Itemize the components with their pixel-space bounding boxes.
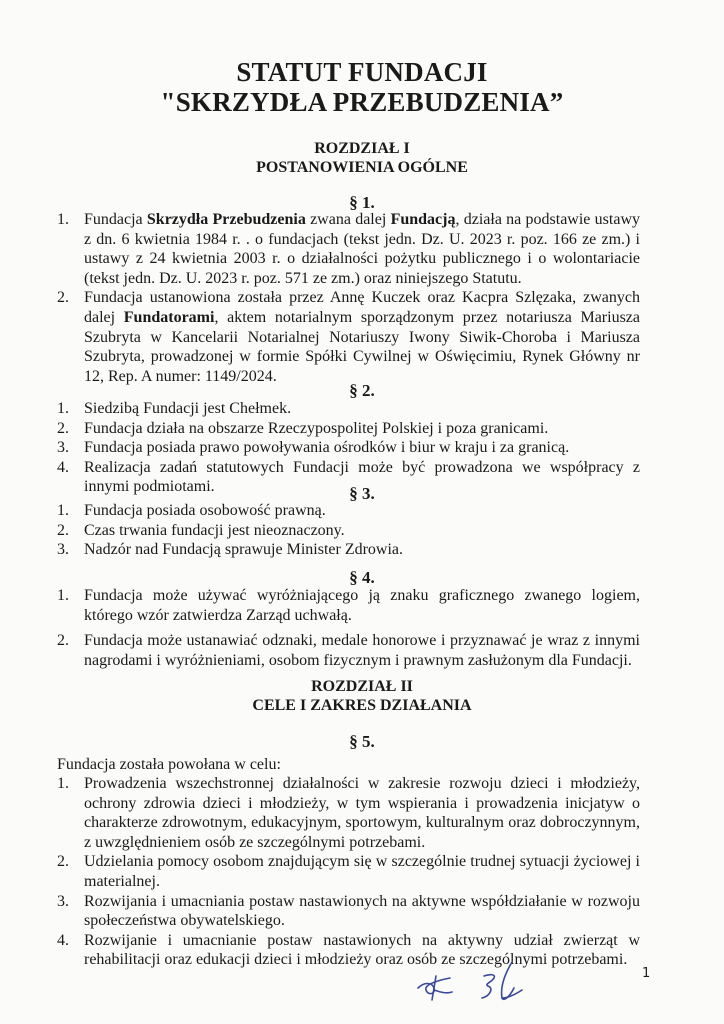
list-item xyxy=(57,852,640,891)
list-item xyxy=(57,210,640,288)
item-number: 1. xyxy=(57,400,69,417)
section-4-list xyxy=(57,574,640,670)
chapter-1-subheading: POSTANOWIENIA OGÓLNE xyxy=(256,159,468,176)
list-item xyxy=(57,931,640,970)
list-item xyxy=(57,438,640,458)
section-1-label: § 1. xyxy=(349,193,375,212)
item-number: 1. xyxy=(57,502,69,519)
section-3-list xyxy=(57,501,640,560)
item-number: 2. xyxy=(57,419,69,437)
item-text: Fundacja ustanowiona została przez Annę Kuczek oraz Kacpra Szlęzaka, zwanych dalej Fundatorami, aktem notarialnym sporządzonym przez notariusza Mariusza Szubryta w Kancelarii Notarialnej Notariuszy Iwony Siwik-Choroba i Mariusza Szubryta, prowadzonej w formie Spółki Cywilnej w Oświęcimiu, Rynek Główny nr 12, Rep. A numer: 1149/2024. xyxy=(84,289,641,385)
item-text: Fundacja może używać wyróżniającego ją znaku graficznego zwanego logiem, którego wzór zatwierdza Zarząd uchwałą. xyxy=(84,587,640,624)
list-item xyxy=(57,892,640,931)
list-item xyxy=(57,540,640,560)
item-text: Siedzibą Fundacji jest Chełmek. xyxy=(84,400,292,417)
item-number: 3. xyxy=(57,541,69,559)
list-item xyxy=(57,774,640,852)
list-item xyxy=(57,631,640,670)
list-item xyxy=(57,501,640,521)
section-2-label: § 2. xyxy=(349,381,375,400)
list-item xyxy=(57,521,640,541)
document-title: STATUT FUNDACJI xyxy=(236,57,488,87)
item-text: Czas trwania fundacji jest nieoznaczony. xyxy=(84,521,345,539)
document-subtitle: "SKRZYDŁA PRZEBUDZENIA” xyxy=(160,87,564,117)
chapter-2-heading: ROZDZIAŁ II xyxy=(311,678,413,695)
section-1-list xyxy=(57,210,640,386)
list-item xyxy=(57,399,640,419)
item-number: 4. xyxy=(57,931,69,949)
section-5-label: § 5. xyxy=(349,732,375,751)
item-text: Realizacja zadań statutowych Fundacji może być prowadzona we współpracy z innymi podmiotami. xyxy=(84,458,640,496)
list-item xyxy=(57,288,640,386)
item-text: Fundacja posiada osobowość prawną. xyxy=(84,502,326,519)
chapter-1-heading: ROZDZIAŁ I xyxy=(314,140,410,157)
list-item xyxy=(57,586,640,625)
item-number: 1. xyxy=(57,775,69,792)
item-text: Rozwijanie i umacnianie postaw nastawionych na aktywny udział zwierząt w rehabilitacji oraz edukacji dzieci i młodzieży oraz osób ze szczególnymi potrzebami. xyxy=(84,931,640,969)
item-text: Rozwijania i umacniania postaw nastawionych na aktywne współdziałanie w rozwoju społeczeństwa obywatelskiego. xyxy=(84,892,640,930)
item-number: 2. xyxy=(57,853,69,871)
handwritten-signatures-icon xyxy=(410,958,540,1008)
item-number: 1. xyxy=(57,587,69,604)
item-text: Fundacja może ustanawiać odznaki, medale honorowe i przyznawać je wraz z innymi nagrodami i wyróżnieniami, osobom fizycznym i prawnym zasłużonym dla Fundacji. xyxy=(84,632,640,669)
item-text: Fundacja Skrzydła Przebudzenia zwana dalej Fundacją, działa na podstawie ustawy z dn. 6 kwietnia 1984 r. . o fundacjach (tekst jedn. Dz. U. 2023 r. poz. 166 ze zm.) i ustawy z 24 kwietnia 2003 r. o działalności pożytku publicznego i o wolontariacie (tekst jedn. Dz. U. 2023 r. poz. 571 ze zm.) oraz niniejszego Statutu. xyxy=(84,211,640,287)
item-text: Fundacja działa na obszarze Rzeczypospolitej Polskiej i poza granicami. xyxy=(84,419,549,437)
page-number: 1 xyxy=(642,966,651,981)
item-number: 3. xyxy=(57,439,69,457)
section-5-list xyxy=(57,774,640,970)
item-number: 4. xyxy=(57,458,69,476)
list-item xyxy=(57,419,640,439)
item-number: 2. xyxy=(57,521,69,539)
section-3-label: § 3. xyxy=(349,484,375,503)
item-text: Nadzór nad Fundacją sprawuje Minister Zdrowia. xyxy=(84,541,404,559)
section-4-label: § 4. xyxy=(349,568,375,587)
item-text: Prowadzenia wszechstronnej działalności w zakresie rozwoju dzieci i młodzieży, ochrony zdrowia dzieci i młodzieży, w tym wspierania i prowadzenia inicjatyw o charakterze zdrowotnym, edukacyjnym, sportowym, kulturalnym oraz dobroczynnym, z uwzględnieniem osób ze szczególnymi potrzebami. xyxy=(84,775,640,851)
chapter-2-subheading: CELE I ZAKRES DZIAŁANIA xyxy=(252,697,472,714)
item-number: 1. xyxy=(57,211,69,228)
item-text: Udzielania pomocy osobom znajdującym się w szczególnie trudnej sytuacji życiowej i materialnej. xyxy=(84,853,640,890)
item-text: Fundacja posiada prawo powoływania ośrodków i biur w kraju i za granicą. xyxy=(84,439,570,457)
item-number: 2. xyxy=(57,289,69,307)
section-2-list xyxy=(57,399,640,497)
item-number: 2. xyxy=(57,632,69,650)
item-number: 3. xyxy=(57,892,69,910)
section-5-intro: Fundacja została powołana w celu: xyxy=(57,756,281,773)
